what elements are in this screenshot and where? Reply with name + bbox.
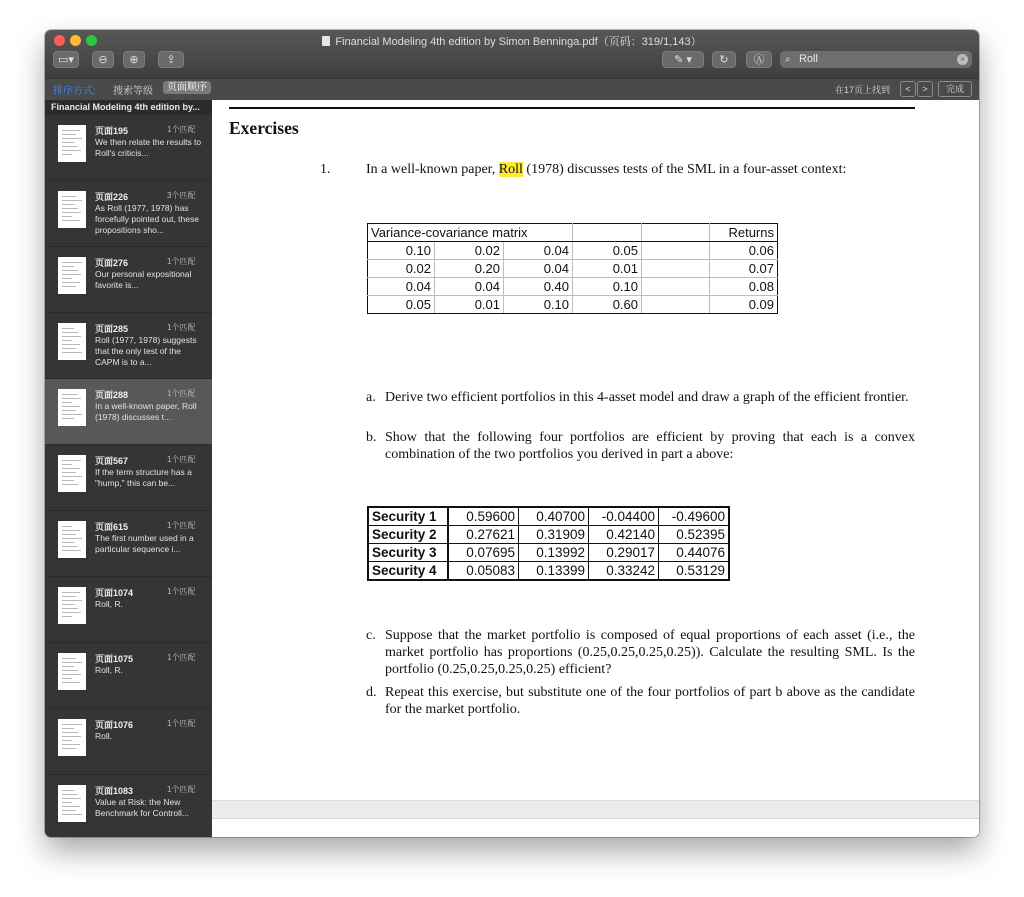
matrix-cell: 0.05 — [573, 242, 642, 260]
result-snippet: Roll, R. — [95, 665, 123, 675]
page-thumbnail — [58, 323, 86, 360]
search-result-item[interactable] — [45, 511, 212, 577]
weight-cell: 0.42140 — [589, 526, 659, 544]
page-thumbnail — [58, 257, 86, 294]
return-cell: 0.08 — [710, 278, 778, 296]
matrix-row — [368, 296, 778, 314]
document-page — [212, 100, 979, 837]
weight-cell: 0.13399 — [519, 562, 589, 581]
weight-cell: -0.04400 — [589, 507, 659, 526]
search-highlight: Roll — [498, 162, 523, 177]
part-a: a. Derive two efficient portfolios in this 4-asset model and draw a graph of the efficient frontier. — [366, 390, 909, 405]
pdf-document-icon — [322, 36, 330, 46]
search-value[interactable]: Roll — [799, 53, 818, 65]
return-cell: 0.06 — [710, 242, 778, 260]
sidebar-toggle-button[interactable] — [53, 51, 79, 68]
zoom-out-icon: ⊖ — [98, 54, 108, 66]
matrix-cell: 0.05 — [368, 296, 435, 314]
result-match-count: 1个匹配 — [167, 653, 196, 662]
result-page: 页面1083 — [95, 786, 134, 796]
search-result-item[interactable] — [45, 577, 212, 643]
weight-cell: 0.13992 — [519, 544, 589, 562]
weight-cell: 0.05083 — [448, 562, 519, 581]
share-button[interactable] — [158, 51, 184, 68]
result-match-count: 3个匹配 — [167, 191, 196, 200]
matrix-cell: 0.04 — [368, 278, 435, 296]
preview-window — [45, 30, 979, 837]
variance-covariance-table — [367, 223, 778, 314]
zoom-out-button[interactable] — [92, 51, 114, 68]
search-result-item[interactable] — [45, 775, 212, 837]
result-match-count: 1个匹配 — [167, 785, 196, 794]
weight-cell: 0.59600 — [448, 507, 519, 526]
zoom-in-icon: ⊕ — [129, 54, 139, 66]
matrix-cell: 0.04 — [504, 260, 573, 278]
page-thumbnail — [58, 587, 86, 624]
security-row — [368, 526, 729, 544]
security-row — [368, 507, 729, 526]
result-page: 页面288 — [95, 390, 129, 400]
done-button[interactable]: 完成 — [938, 81, 972, 97]
markup-pen-icon: Ⓐ — [753, 54, 765, 66]
result-page: 页面1075 — [95, 654, 134, 664]
page-thumbnail — [58, 521, 86, 558]
search-result-item[interactable] — [45, 643, 212, 709]
result-snippet: Roll, R. — [95, 599, 123, 609]
result-match-count: 1个匹配 — [167, 257, 196, 266]
rotate-button[interactable] — [712, 51, 736, 68]
matrix-cell: 0.20 — [435, 260, 504, 278]
result-match-count: 1个匹配 — [167, 719, 196, 728]
matrix-row — [368, 278, 778, 296]
result-snippet: Value at Risk: the New Benchmark for Controll... — [95, 797, 190, 818]
security-name: Security 2 — [368, 526, 448, 544]
matrix-cell: 0.04 — [435, 278, 504, 296]
search-result-item[interactable] — [45, 445, 212, 511]
result-snippet: Roll. — [95, 731, 113, 741]
result-snippet: If the term structure has a "hump," this can be... — [95, 467, 192, 488]
page-thumbnail — [58, 455, 86, 492]
security-name: Security 1 — [368, 507, 448, 526]
result-page: 页面567 — [95, 456, 129, 466]
rotate-icon: ↻ — [719, 54, 729, 66]
security-row — [368, 562, 729, 581]
weight-cell: 0.53129 — [659, 562, 730, 581]
page-thumbnail — [58, 653, 86, 690]
result-page: 页面226 — [95, 192, 129, 202]
page-thumbnail — [58, 785, 86, 822]
part-d: d. Repeat this exercise, but substitute one of the four portfolios of part b above as the candidate for the market portfolio. — [366, 685, 915, 717]
highlight-button[interactable] — [662, 51, 704, 68]
page-heading: Exercises — [229, 118, 299, 138]
next-match-button[interactable]: > — [917, 81, 933, 97]
heading-rule — [229, 107, 915, 109]
clear-search-icon[interactable]: × — [957, 54, 968, 65]
share-icon: ⇪ — [166, 54, 176, 66]
found-count: 在17页上找到 — [835, 85, 891, 95]
sort-by-page-order[interactable]: 页面顺序 — [163, 81, 211, 94]
returns-header: Returns — [710, 224, 778, 242]
return-cell: 0.07 — [710, 260, 778, 278]
window-title: Financial Modeling 4th edition by Simon Benninga.pdf（页码：319/1,143） — [45, 33, 979, 49]
matrix-cell: 0.60 — [573, 296, 642, 314]
previous-match-button[interactable]: < — [900, 81, 916, 97]
matrix-cell: 0.02 — [368, 260, 435, 278]
return-cell: 0.09 — [710, 296, 778, 314]
highlighter-icon: ✎ ▾ — [674, 54, 692, 66]
weight-cell: 0.33242 — [589, 562, 659, 581]
search-result-item[interactable] — [45, 115, 212, 181]
sidebar-icon: ▭▾ — [58, 54, 74, 66]
table-title: Variance-covariance matrix — [368, 224, 573, 242]
securities-table — [367, 506, 730, 581]
weight-cell: 0.52395 — [659, 526, 730, 544]
result-page: 页面1076 — [95, 720, 134, 730]
matrix-cell: 0.10 — [368, 242, 435, 260]
weight-cell: 0.31909 — [519, 526, 589, 544]
search-results-bar — [45, 78, 979, 101]
search-field[interactable] — [780, 51, 972, 68]
result-page: 页面195 — [95, 126, 129, 136]
weight-cell: 0.27621 — [448, 526, 519, 544]
part-c: c. Suppose that the market portfolio is composed of equal proportions of each asset (i.e., the market portfolio has proportions (0.25,0.25,0.25,0.25)). Calculate the resulting SML. Is the portfolio (0.25,0.25,0.25,0.25) efficient? — [366, 628, 915, 677]
matrix-cell: 0.01 — [435, 296, 504, 314]
question-text: In a well-known paper, Roll (1978) discusses tests of the SML in a four-asset context: — [366, 162, 847, 177]
search-result-item[interactable] — [45, 247, 212, 313]
weight-cell: -0.49600 — [659, 507, 730, 526]
result-snippet: As Roll (1977, 1978) has forcefully pointed out, these propositions sho... — [95, 203, 199, 235]
matrix-cell: 0.10 — [504, 296, 573, 314]
title-bar — [45, 30, 979, 78]
result-snippet: We then relate the results to Roll's criticis... — [95, 137, 202, 158]
weight-cell: 0.40700 — [519, 507, 589, 526]
matrix-row — [368, 242, 778, 260]
result-match-count: 1个匹配 — [167, 389, 196, 398]
result-snippet: Roll (1977, 1978) suggests that the only test of the CAPM is to a... — [95, 335, 197, 367]
result-snippet: The first number used in a particular sequence i... — [95, 533, 194, 554]
matrix-row — [368, 260, 778, 278]
matrix-cell: 0.04 — [504, 242, 573, 260]
result-page: 页面276 — [95, 258, 129, 268]
page-thumbnail — [58, 389, 86, 426]
result-page: 页面615 — [95, 522, 129, 532]
page-thumbnail — [58, 191, 86, 228]
zoom-in-button[interactable] — [123, 51, 145, 68]
result-match-count: 1个匹配 — [167, 455, 196, 464]
matrix-cell: 0.02 — [435, 242, 504, 260]
sidebar-document-title: Financial Modeling 4th edition by... — [45, 100, 212, 115]
security-row — [368, 544, 729, 562]
matrix-cell: 0.10 — [573, 278, 642, 296]
weight-cell: 0.07695 — [448, 544, 519, 562]
result-match-count: 1个匹配 — [167, 521, 196, 530]
search-result-item[interactable] — [45, 379, 212, 445]
weight-cell: 0.44076 — [659, 544, 730, 562]
result-match-count: 1个匹配 — [167, 125, 196, 134]
matrix-cell: 0.01 — [573, 260, 642, 278]
sort-by-relevance[interactable]: 搜索等级 — [113, 86, 153, 97]
search-result-item[interactable] — [45, 181, 212, 247]
security-name: Security 4 — [368, 562, 448, 581]
search-icon: ⌕ — [785, 54, 791, 65]
part-b: b. Show that the following four portfolios are efficient by proving that each is a convex combination of the two portfolios you derived in part a above: — [366, 430, 915, 462]
result-match-count: 1个匹配 — [167, 323, 196, 332]
result-match-count: 1个匹配 — [167, 587, 196, 596]
result-page: 页面285 — [95, 324, 129, 334]
security-name: Security 3 — [368, 544, 448, 562]
result-snippet: In a well-known paper, Roll (1978) discusses t... — [95, 401, 197, 422]
search-results-sidebar — [45, 100, 212, 837]
page-thumbnail — [58, 719, 86, 756]
search-result-item[interactable] — [45, 313, 212, 379]
question-number: 1. — [320, 162, 331, 177]
matrix-cell: 0.40 — [504, 278, 573, 296]
sort-label: 排序方式: — [53, 86, 96, 97]
weight-cell: 0.29017 — [589, 544, 659, 562]
result-page: 页面1074 — [95, 588, 134, 598]
markup-button[interactable] — [746, 51, 772, 68]
search-result-item[interactable] — [45, 709, 212, 775]
page-break — [212, 800, 979, 819]
page-thumbnail — [58, 125, 86, 162]
result-snippet: Our personal expositional favorite is... — [95, 269, 192, 290]
